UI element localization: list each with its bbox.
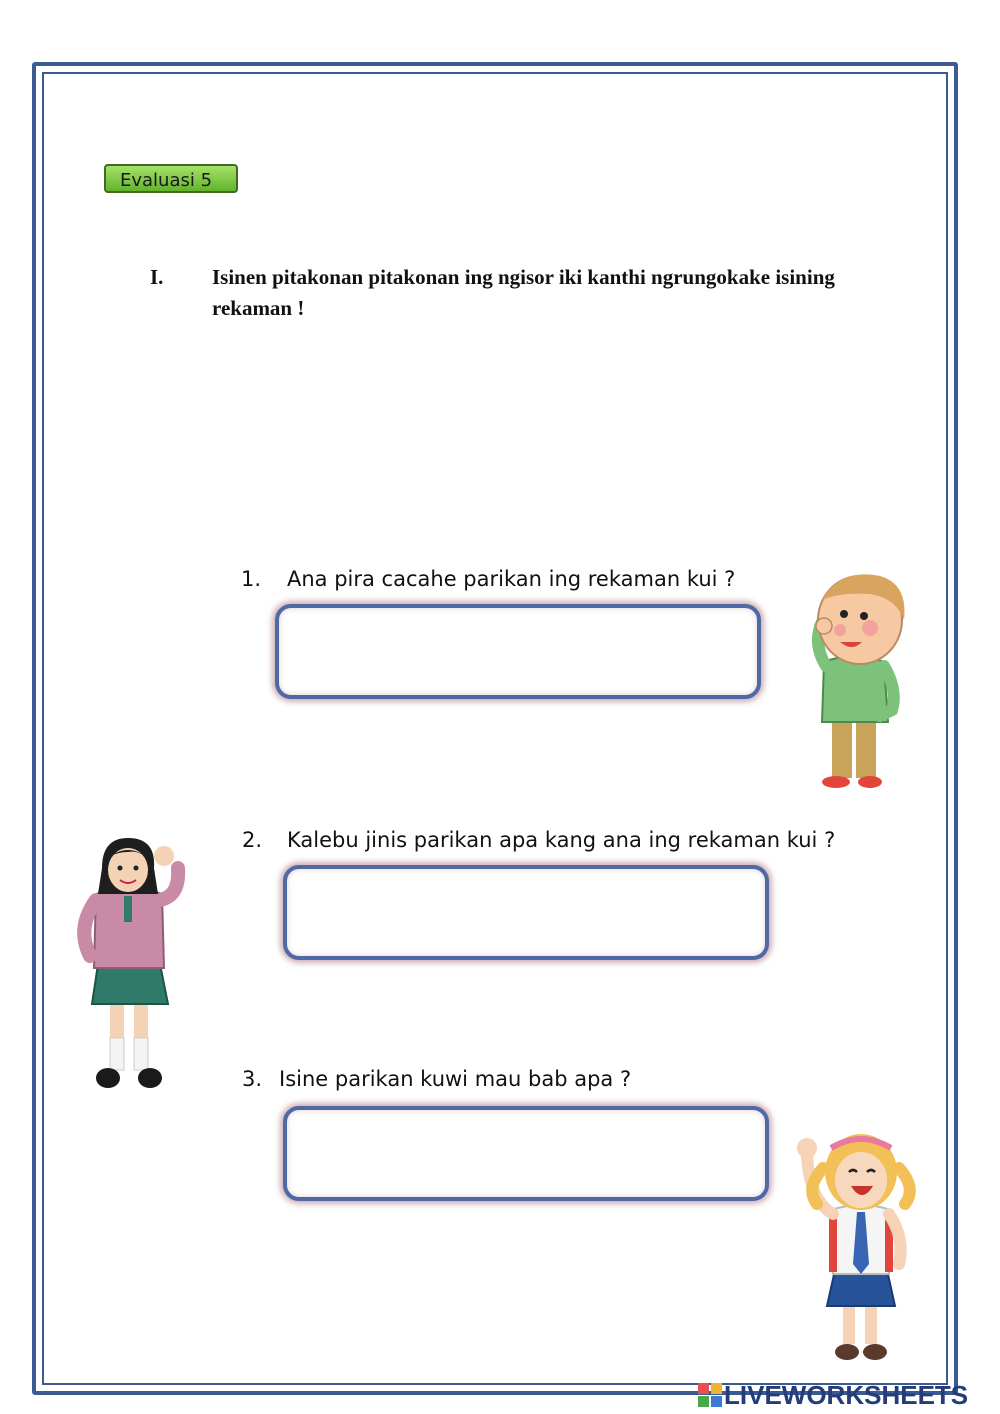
question-1 [241, 567, 735, 591]
answer-field-2[interactable] [283, 865, 769, 960]
instruction-text: Isinen pitakonan pitakonan ing ngisor iki kanthi ngrungokake isining rekaman ! [212, 265, 835, 320]
evaluation-badge: Evaluasi 5 [104, 164, 238, 193]
watermark-text: LIVEWORKSHEETS [724, 1380, 969, 1410]
question-number: 1. [241, 567, 262, 591]
question-text: Isine parikan kuwi mau bab apa ? [279, 1067, 632, 1091]
answer-field-1[interactable] [275, 604, 761, 699]
question-2 [242, 828, 835, 852]
schoolgirl-waving-illustration [68, 838, 193, 1096]
schoolgirl-cheering-illustration [795, 1114, 923, 1369]
question-text: Ana pira cacahe parikan ing rekaman kui ? [287, 567, 736, 591]
liveworksheets-watermark [698, 1380, 968, 1410]
question-text: Kalebu jinis parikan apa kang ana ing rekaman kui ? [287, 828, 836, 852]
boy-thinking-illustration [800, 570, 920, 790]
answer-field-3[interactable] [283, 1106, 769, 1201]
question-number: 3. [242, 1067, 263, 1091]
question-number: 2. [242, 828, 263, 852]
liveworksheets-logo-icon [698, 1383, 722, 1407]
section-number: I. [150, 265, 164, 289]
question-3 [242, 1067, 631, 1091]
